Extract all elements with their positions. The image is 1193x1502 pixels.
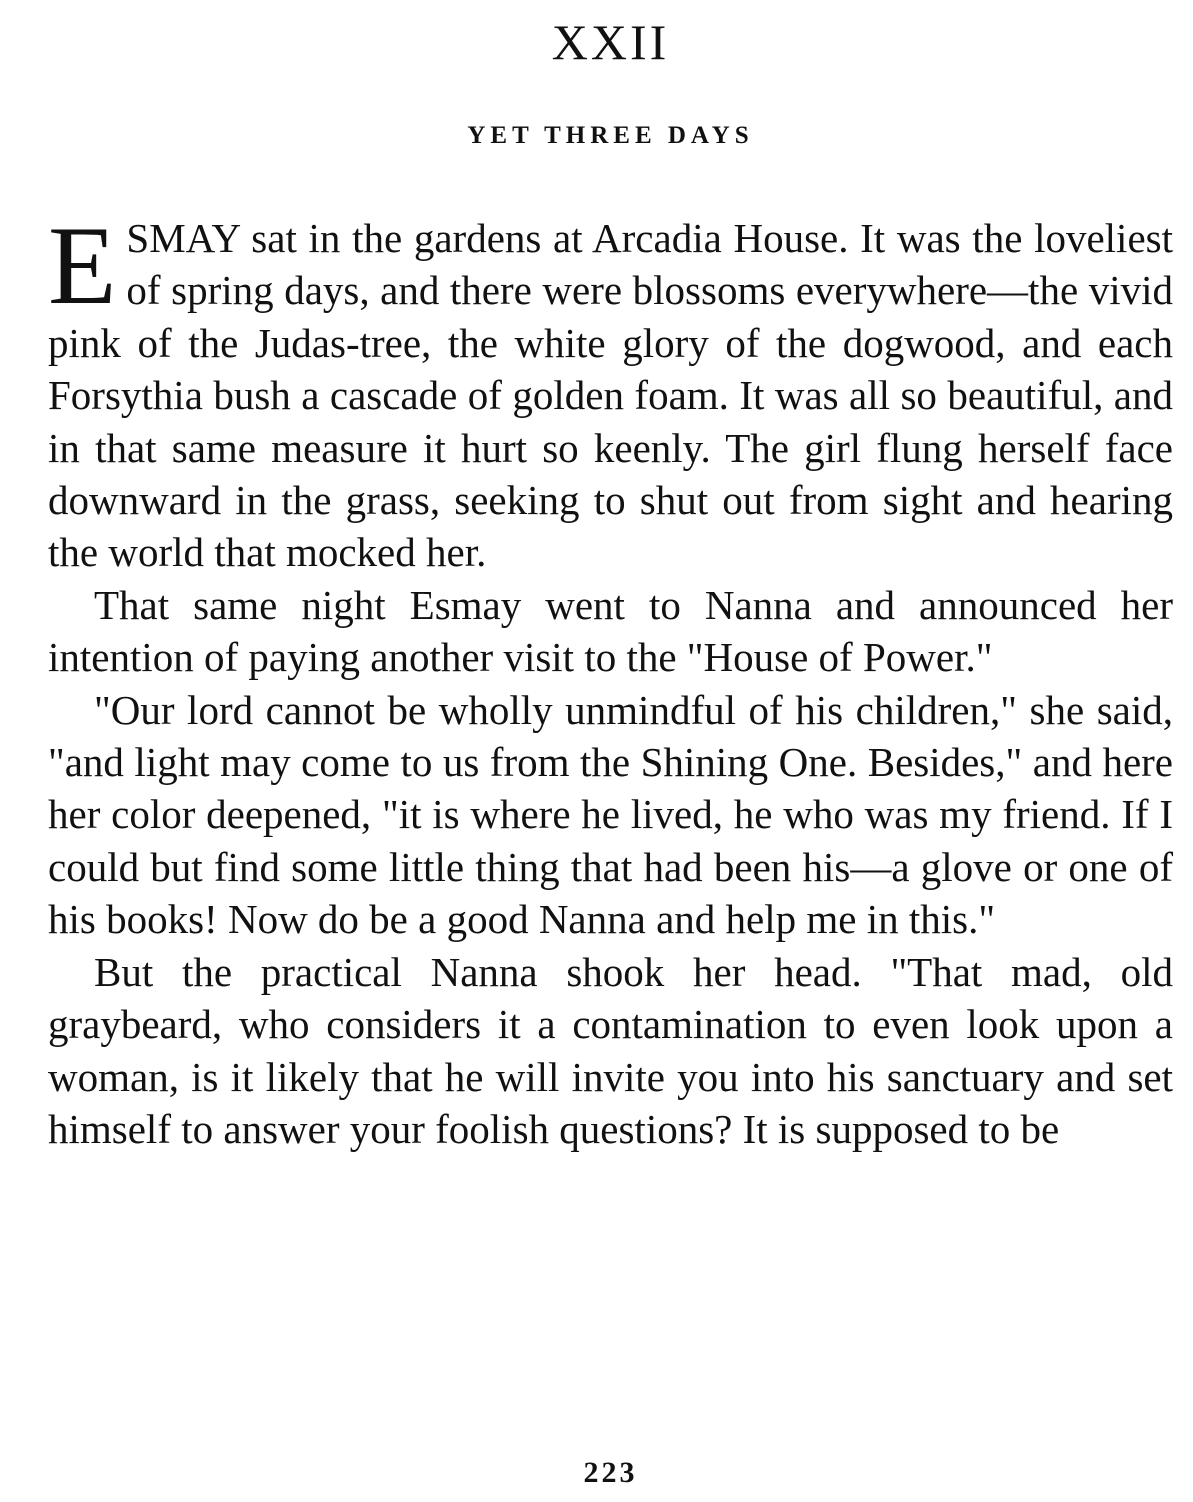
opening-word: SMAY [126, 215, 240, 261]
paragraph-3: "Our lord cannot be wholly unmindful of his children," she said, "and light may come to us from the Shining One. Besides," and here her color deepened, "it is where he lived, he who was my friend. If I could but find some little thing that had been his—a glove or one of his books! Now do be a good Nanna and help me in this." [48, 686, 1173, 943]
paragraph-4: But the practical Nanna shook her head. "That mad, old graybeard, who considers it a contamination to even look upon a woman, is it likely that he will invite you into his sanctuary and set himself to answer your foolish questions? It is supposed to be [48, 948, 1173, 1152]
paragraph-1 [48, 204, 1173, 579]
chapter-body [48, 204, 1173, 1155]
paragraph-2: That same night Esmay went to Nanna and announced her intention of paying another visit to the "House of Power." [48, 581, 1173, 681]
page-number: 223 [583, 1456, 638, 1489]
paragraph-1-text: sat in the gardens at Arcadia House. It was the loveliest of spring days, and there were blossoms everywhere—the vivid pink of the Judas-tree, the white glory of the dogwood, and each Forsythia bush a cascade of golden foam. It was all so beautiful, and in that same measure it hurt so keenly. The girl flung herself face downward in the grass, seeking to shut out from sight and hearing the world that mocked her. [48, 215, 1173, 576]
chapter-title: YET THREE DAYS [467, 122, 754, 149]
drop-cap: E [48, 204, 117, 328]
book-page [48, 0, 1173, 1502]
chapter-number: XXII [551, 14, 670, 70]
